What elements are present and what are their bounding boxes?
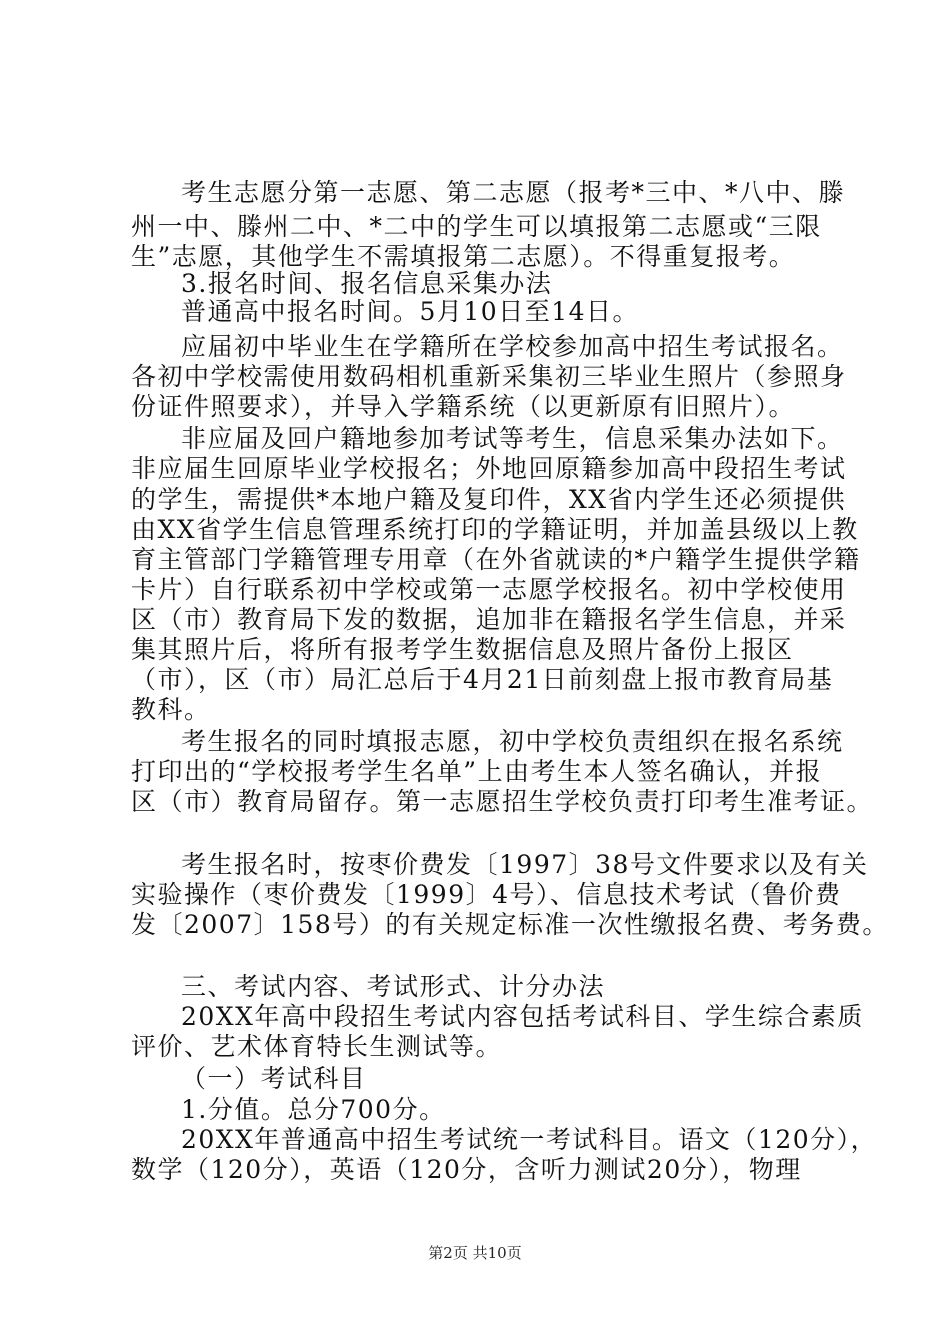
text-line: 20XX年高中段招生考试内容包括考试科目、学生综合素质 [181, 1002, 864, 1031]
text-line: 评价、艺术体育特长生测试等。 [131, 1032, 503, 1061]
text-line: 非应届及回户籍地参加考试等考生，信息采集办法如下。 [181, 424, 844, 453]
text-line: 应届初中毕业生在学籍所在学校参加高中招生考试报名。 [181, 332, 844, 361]
text-line: 普通高中报名时间。5月10日至14日。 [181, 297, 640, 326]
text-line: 各初中学校需使用数码相机重新采集初三毕业生照片（参照身 [131, 362, 847, 391]
subsection-heading: （一）考试科目 [181, 1064, 367, 1093]
text-line: 考生志愿分第一志愿、第二志愿（报考*三中、*八中、滕 [181, 178, 846, 207]
text-line: 州一中、滕州二中、*二中的学生可以填报第二志愿或“三限 [131, 212, 822, 241]
text-line: 考生报名的同时填报志愿，初中学校负责组织在报名系统 [181, 727, 844, 756]
text-line: 非应届生回原毕业学校报名；外地回原籍参加高中段招生考试 [131, 454, 847, 483]
text-line: 集其照片后，将所有报考学生数据信息及照片备份上报区 [131, 635, 794, 664]
section-heading: 3.报名时间、报名信息采集办法 [181, 269, 553, 298]
text-line: 数学（120分），英语（120分，含听力测试20分），物理 [131, 1155, 802, 1184]
text-line: 1.分值。总分700分。 [181, 1095, 446, 1124]
text-line: 实验操作（枣价费发〔1999〕4号）、信息技术考试（鲁价费 [131, 880, 842, 909]
text-line: 发〔2007〕158号）的有关规定标准一次性缴报名费、考务费。 [131, 910, 889, 939]
text-line: 考生报名时，按枣价费发〔1997〕38号文件要求以及有关 [181, 850, 869, 879]
text-line: 区（市）教育局下发的数据，追加非在籍报名学生信息，并采 [131, 605, 847, 634]
text-line: 教科。 [131, 695, 211, 724]
text-line: 打印出的“学校报考学生名单”上由考生本人签名确认，并报 [131, 757, 823, 786]
text-line: 育主管部门学籍管理专用章（在外省就读的*户籍学生提供学籍 [131, 545, 861, 574]
section-heading: 三、考试内容、考试形式、计分办法 [181, 972, 606, 1001]
text-line: 生”志愿，其他学生不需填报第二志愿）。不得重复报考。 [131, 242, 796, 271]
text-line: 卡片）自行联系初中学校或第一志愿学校报名。初中学校使用 [131, 575, 847, 604]
text-line: （市），区（市）局汇总后于4月21日前刻盘上报市教育局基 [131, 665, 834, 694]
text-line: 20XX年普通高中招生考试统一考试科目。语文（120分）， [181, 1125, 878, 1154]
page-number-footer: 第2页 共10页 [428, 1244, 522, 1262]
text-line: 的学生，需提供*本地户籍及复印件，XX省内学生还必须提供 [131, 485, 847, 514]
text-line: 份证件照要求），并导入学籍系统（以更新原有旧照片）。 [131, 392, 796, 421]
text-line: 区（市）教育局留存。第一志愿招生学校负责打印考生准考证。 [131, 787, 874, 816]
text-line: 由XX省学生信息管理系统打印的学籍证明，并加盖县级以上教 [131, 515, 859, 544]
